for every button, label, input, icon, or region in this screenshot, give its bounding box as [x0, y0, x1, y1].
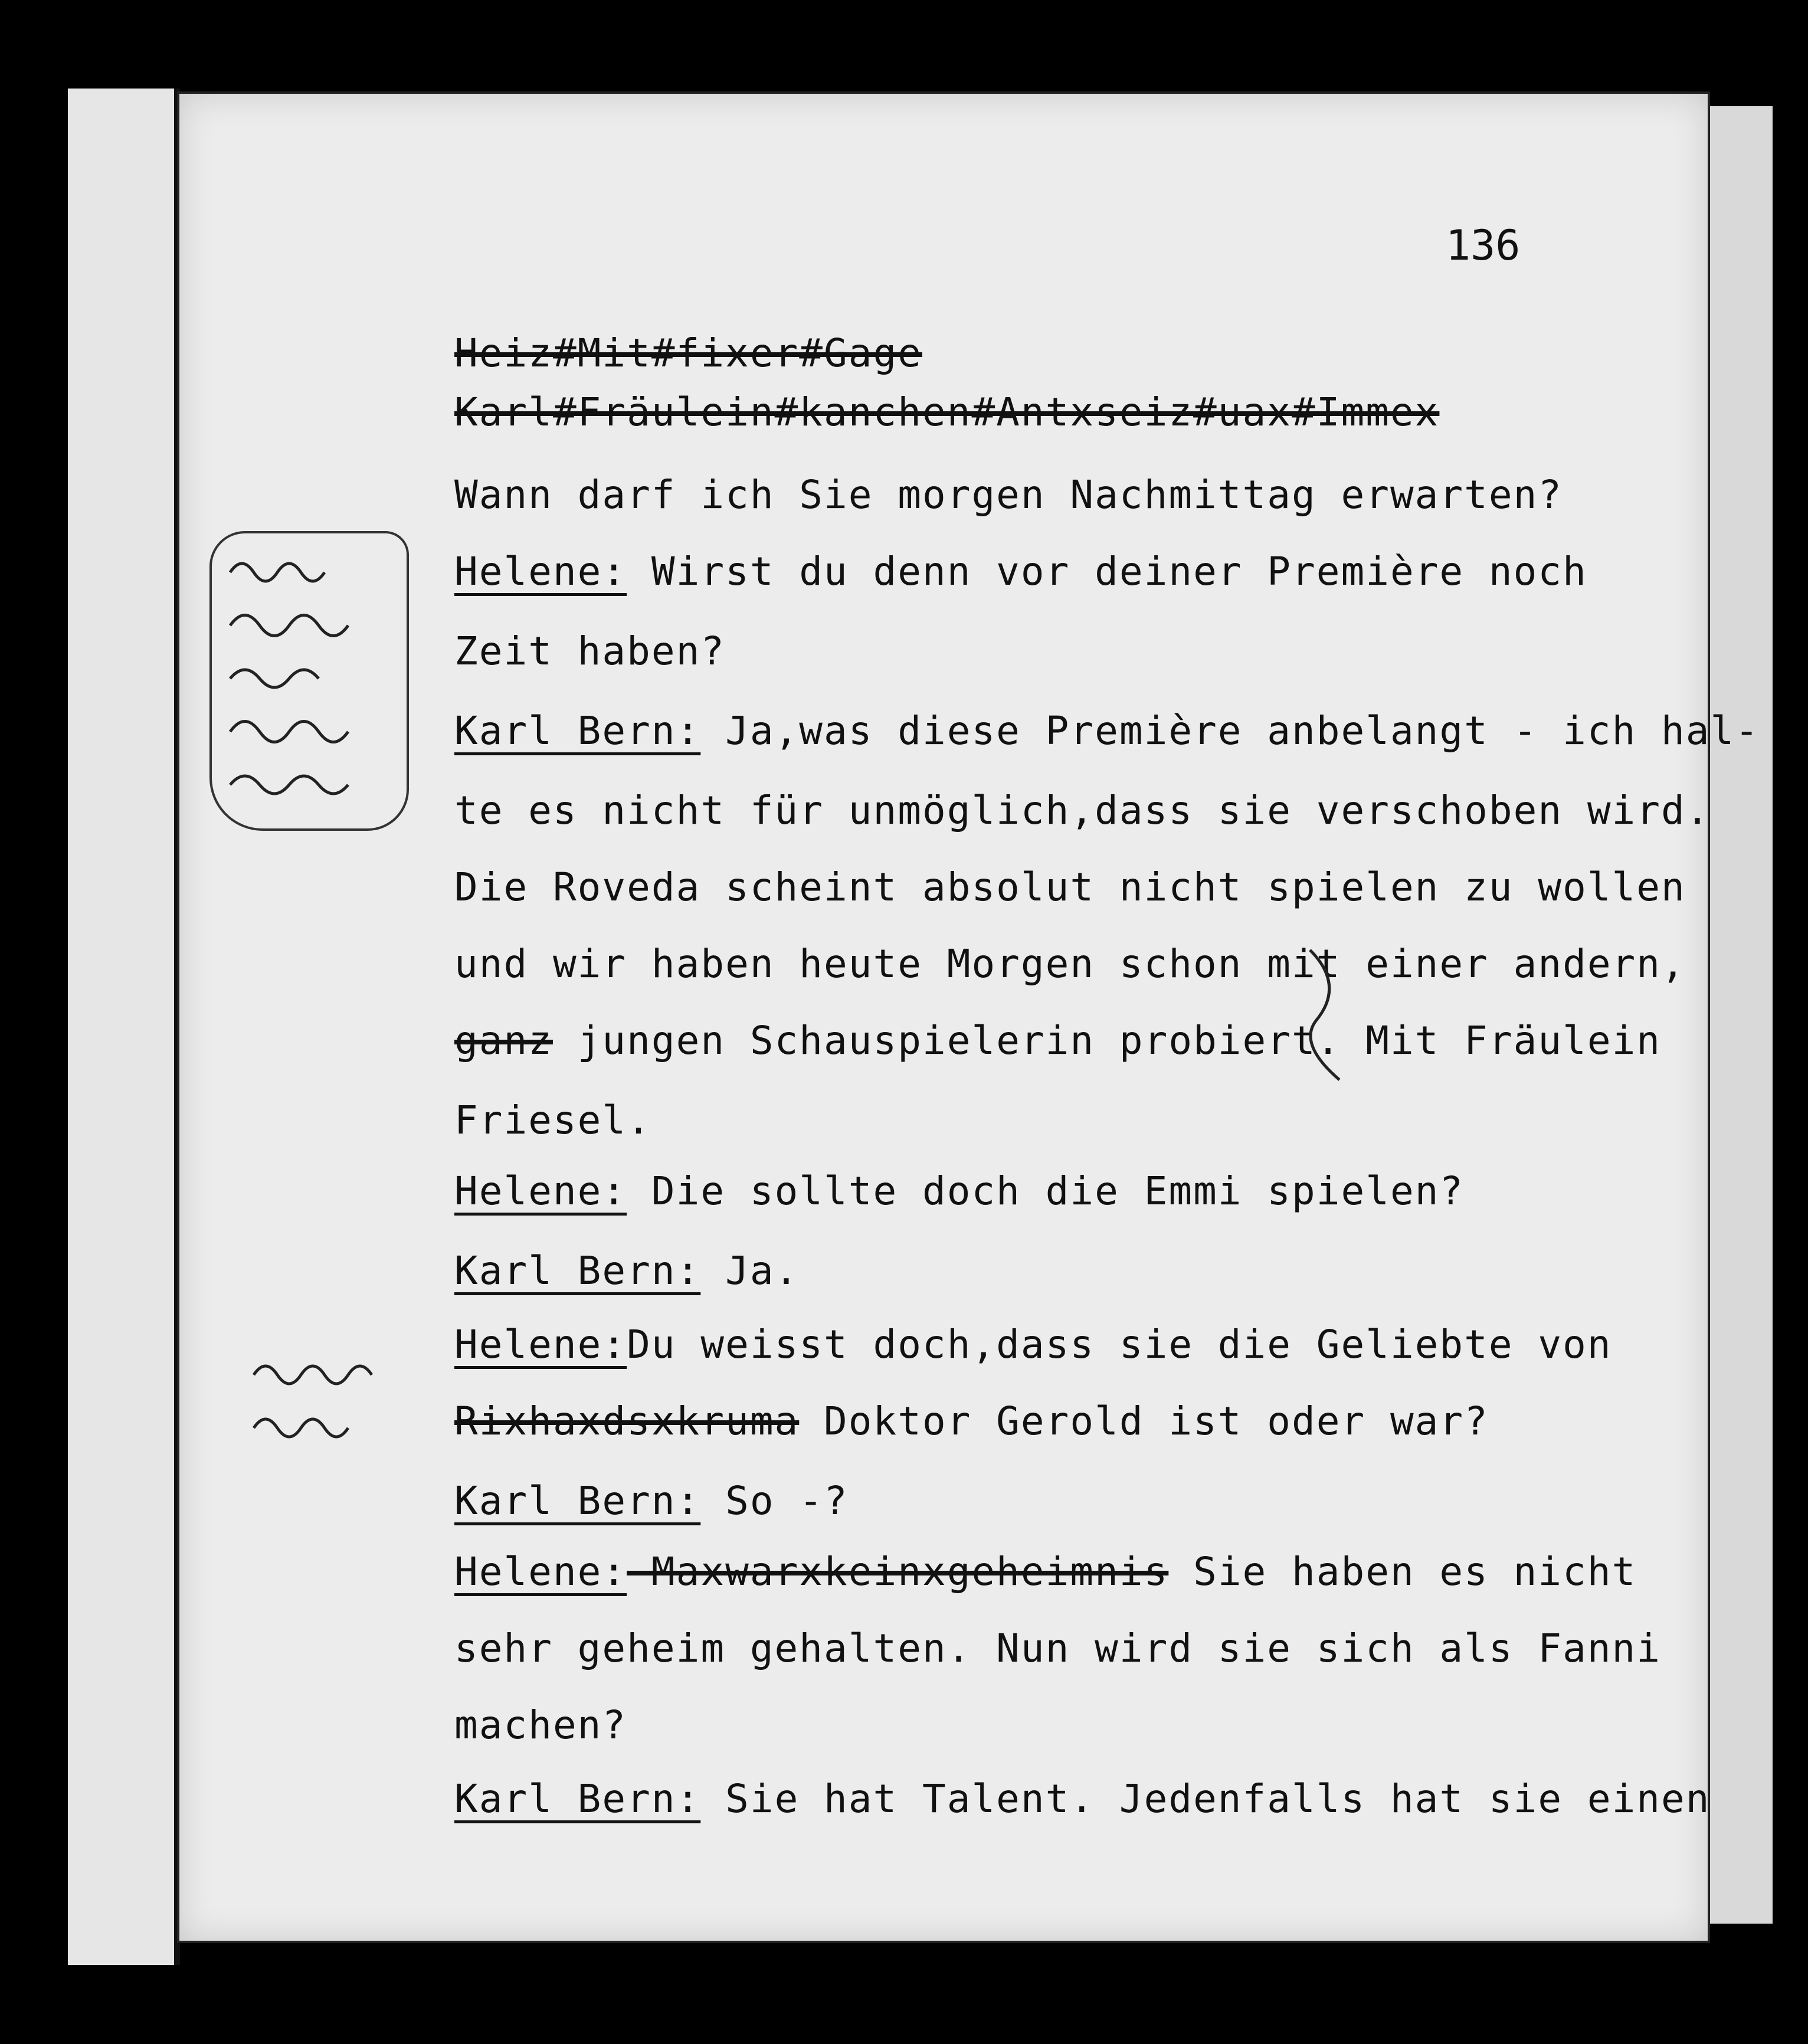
text-line — [454, 1098, 651, 1143]
speaker-name: Helene: — [454, 1549, 627, 1594]
text-line — [454, 1322, 1612, 1367]
speaker-name: Helene: — [454, 549, 627, 594]
speaker-name: Karl Bern: — [454, 708, 701, 754]
line-text: und wir haben heute Morgen schon mit einer andern, — [454, 941, 1686, 987]
text-line — [454, 1702, 627, 1748]
line-text: Ja. — [700, 1248, 800, 1293]
page-number: 136 — [1446, 221, 1521, 270]
text-line — [454, 788, 1711, 833]
text-line — [454, 864, 1686, 910]
text-line — [454, 1248, 799, 1293]
text-line — [454, 549, 1587, 594]
text-line — [454, 1478, 849, 1524]
text-line — [454, 330, 922, 376]
text-line — [454, 389, 1439, 435]
text-line — [454, 708, 1760, 754]
text-line — [454, 628, 725, 674]
speaker-name: Karl Bern: — [454, 1478, 701, 1524]
struck-text: Heiz#Mit#fixer#Gage — [454, 330, 922, 376]
text-line — [454, 1549, 1636, 1594]
text-line — [454, 1626, 1661, 1671]
text-line — [454, 1776, 1711, 1822]
text-line — [454, 1168, 1464, 1214]
line-text: So -? — [700, 1478, 849, 1524]
struck-text: Maxwarxkeinxgeheimnis — [627, 1549, 1169, 1594]
line-text: Doktor Gerold ist oder war? — [799, 1398, 1489, 1444]
line-text: Die sollte doch die Emmi spielen? — [627, 1168, 1465, 1214]
line-text: Du weisst doch,dass sie die Geliebte von — [627, 1322, 1612, 1367]
struck-text: ganz — [454, 1018, 553, 1063]
line-text: machen? — [454, 1702, 627, 1748]
handwritten-correction-mark — [1298, 944, 1369, 1086]
text-line — [454, 1018, 1661, 1063]
text-line — [454, 941, 1686, 987]
speaker-name: Karl Bern: — [454, 1776, 701, 1822]
line-text: Friesel. — [454, 1098, 651, 1143]
line-text: Sie hat Talent. Jedenfalls hat sie einen — [700, 1776, 1711, 1822]
handwritten-margin-note-2 — [248, 1351, 401, 1452]
handwritten-scribble — [224, 549, 401, 820]
speaker-name: Karl Bern: — [454, 1248, 701, 1293]
speaker-name: Helene: — [454, 1168, 627, 1214]
speaker-name: Helene: — [454, 1322, 627, 1367]
struck-text: Karl#Fräulein#kanchen#Antxseiz#uax#Immex — [454, 389, 1440, 435]
line-text: sehr geheim gehalten. Nun wird sie sich als Fanni — [454, 1626, 1662, 1671]
binding-strip — [68, 89, 180, 1965]
line-text: te es nicht für unmöglich,dass sie verschoben wird. — [454, 788, 1711, 833]
line-text: Zeit haben? — [454, 628, 726, 674]
struck-text: Rixhaxdsxkruma — [454, 1398, 800, 1444]
line-text: Wirst du denn vor deiner Première noch — [627, 549, 1587, 594]
line-text: Sie haben es nicht — [1168, 1549, 1637, 1594]
text-line — [454, 1398, 1489, 1444]
text-line — [454, 472, 1563, 517]
line-text: Ja,was diese Première anbelangt - ich hal- — [700, 708, 1760, 754]
line-text: Wann darf ich Sie morgen Nachmittag erwarten? — [454, 472, 1563, 517]
line-text: Die Roveda scheint absolut nicht spielen zu wollen — [454, 864, 1686, 910]
line-text: jungen Schauspielerin probiert. Mit Fräulein — [552, 1018, 1662, 1063]
